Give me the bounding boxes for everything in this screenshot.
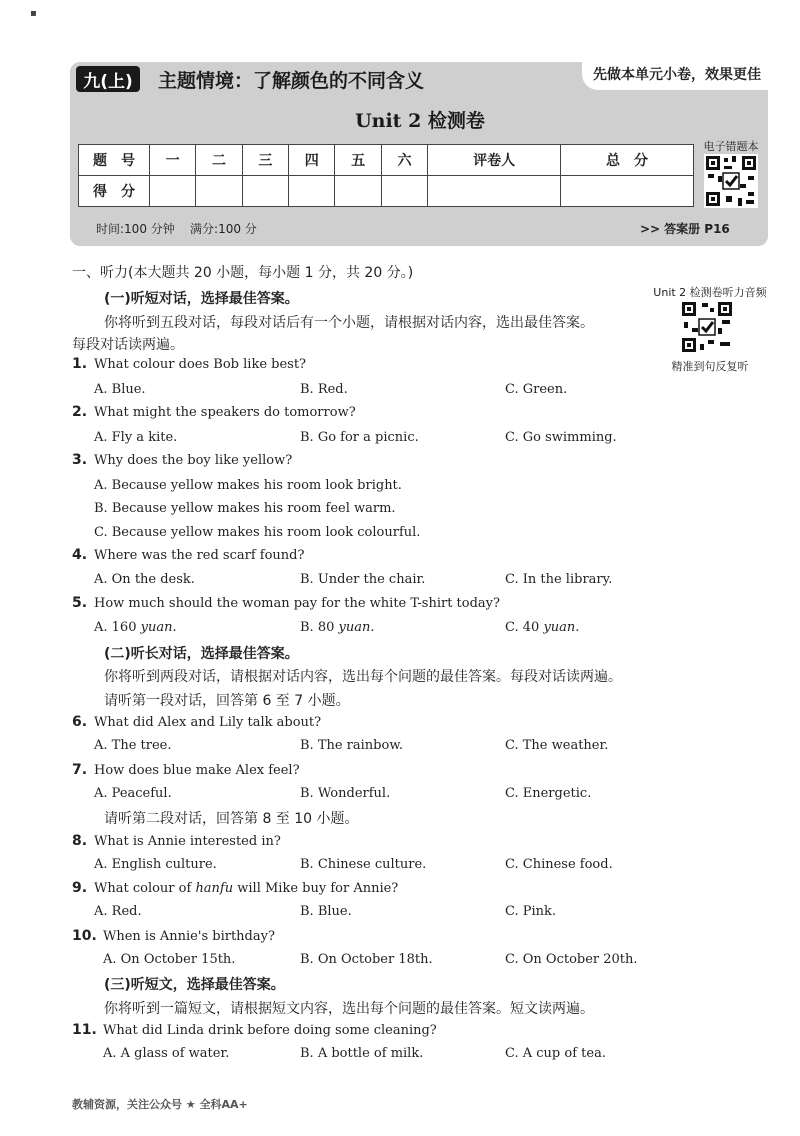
option-c[interactable]: C. Energetic. [505,786,592,801]
part2-instruction: 你将听到两段对话，请根据对话内容，选出每个问题的最佳答案。每段对话读两遍。 [104,669,622,685]
score-input-cell[interactable] [381,176,427,207]
option-c[interactable]: C. In the library. [505,572,613,587]
option-a[interactable]: A. English culture. [94,857,217,872]
option-c[interactable] [505,620,579,635]
question-number: 7. [72,762,88,778]
section-title: 一、听力(本大题共 20 小题，每小题 1 分，共 20 分。) [72,265,414,281]
score-input-cell[interactable] [150,176,196,207]
theme-title: 主题情境：了解颜色的不同含义 [158,70,425,92]
question-number: 1. [72,356,88,372]
option-c[interactable]: C. The weather. [505,738,609,753]
question-text-part: What colour of [94,881,196,896]
option-a[interactable]: A. Fly a kite. [94,430,178,445]
qr-code-icon[interactable] [704,154,758,208]
question-number: 9. [72,880,88,896]
question-text: What did Linda drink before doing some cleaning? [103,1023,437,1038]
question-text: Where was the red scarf found? [94,548,305,563]
currency-unit: yuan. [338,620,375,635]
score-cell: 评卷人 [428,145,561,176]
option-b[interactable]: B. Go for a picnic. [300,430,419,445]
question-number: 11. [72,1022,97,1038]
score-input-cell[interactable] [428,176,561,207]
question-number: 8. [72,833,88,849]
option-a[interactable]: A. On the desk. [94,572,195,587]
part3-title: (三)听短文，选择最佳答案。 [104,977,285,993]
part3-instruction: 你将听到一篇短文，请根据短文内容，选出每个问题的最佳答案。短文读两遍。 [104,1001,594,1017]
option-a[interactable]: A. Blue. [94,382,146,397]
option-a[interactable]: A. The tree. [94,738,172,753]
option-b[interactable]: B. Wonderful. [300,786,391,801]
option-c[interactable]: C. Green. [505,382,568,397]
exam-info [96,220,257,237]
answer-reference-text: 答案册 P16 [664,222,730,236]
option-c[interactable]: C. Chinese food. [505,857,613,872]
score-input-cell[interactable] [561,176,694,207]
score-table [78,144,694,207]
question-text: What might the speakers do tomorrow? [94,405,356,420]
grade-tag: 九(上) [76,66,140,92]
score-table-score-row [79,176,694,207]
question-number: 5. [72,595,88,611]
full-score: 满分:100 分 [190,222,257,236]
score-cell: 三 [242,145,288,176]
option-b[interactable]: B. Under the chair. [300,572,426,587]
option-a[interactable]: A. Red. [94,904,142,919]
score-cell: 五 [335,145,381,176]
scan-mark: ▪ [30,8,37,19]
option-b[interactable]: B. On October 18th. [300,952,433,967]
option-a[interactable]: A. Peaceful. [94,786,172,801]
score-cell: 四 [289,145,335,176]
currency-unit: yuan. [543,620,580,635]
listening-qr-code-icon[interactable] [680,300,734,354]
score-input-cell[interactable] [196,176,242,207]
part1-instruction: 你将听到五段对话，每段对话后有一个小题，请根据对话内容，选出最佳答案。 [104,315,594,331]
score-cell: 一 [150,145,196,176]
part1-instruction: 每段对话读两遍。 [72,337,184,353]
score-cell: 题 号 [79,145,150,176]
score-input-cell[interactable] [335,176,381,207]
question-text: How much should the woman pay for the white T-shirt today? [94,596,500,611]
corner-tip: 先做本单元小卷，效果更佳 [582,58,772,90]
part2-instruction: 请听第二段对话，回答第 8 至 10 小题。 [104,811,359,827]
option-c[interactable]: C. Because yellow makes his room look colourful. [94,525,421,540]
footer-note: 教辅资源，关注公众号 ★ 全科AA+ [72,1098,248,1111]
option-b-text: B. 80 [300,620,339,635]
double-chevron-icon: >> [640,222,661,236]
option-c[interactable]: C. Go swimming. [505,430,617,445]
score-input-cell[interactable] [242,176,288,207]
score-table-header-row [79,145,694,176]
part2-instruction: 请听第一段对话，回答第 6 至 7 小题。 [104,693,350,709]
score-cell: 总 分 [561,145,694,176]
score-cell: 二 [196,145,242,176]
option-c[interactable]: C. On October 20th. [505,952,638,967]
option-b[interactable]: B. The rainbow. [300,738,404,753]
answer-reference [640,220,730,237]
option-a[interactable]: A. A glass of water. [103,1046,230,1061]
question-text-part: will Mike buy for Annie? [233,881,399,896]
option-b[interactable]: B. Chinese culture. [300,857,427,872]
time-limit: 时间:100 分钟 [96,222,175,236]
option-b[interactable]: B. Red. [300,382,348,397]
option-a-text: A. 160 [94,620,141,635]
question-text: What is Annie interested in? [94,834,281,849]
question-number: 3. [72,452,88,468]
question-number: 10. [72,928,97,944]
question-number: 6. [72,714,88,730]
question-text: When is Annie's birthday? [103,929,275,944]
option-a[interactable]: A. Because yellow makes his room look bright. [94,478,402,493]
option-b[interactable]: B. Blue. [300,904,352,919]
question-text [94,881,398,896]
option-a[interactable] [94,620,177,635]
question-text: Why does the boy like yellow? [94,453,293,468]
currency-unit: yuan. [140,620,177,635]
option-b[interactable]: B. Because yellow makes his room feel warm. [94,501,396,516]
score-input-cell[interactable] [289,176,335,207]
listening-qr-title: Unit 2 检测卷听力音频 [653,286,767,299]
question-number: 2. [72,404,88,420]
option-c[interactable]: C. Pink. [505,904,557,919]
listening-qr-caption: 精准到句反复听 [671,360,749,373]
part1-title: (一)听短对话，选择最佳答案。 [104,291,299,307]
score-cell: 六 [381,145,427,176]
question-text: What colour does Bob like best? [94,357,307,372]
option-c[interactable]: C. A cup of tea. [505,1046,606,1061]
option-b[interactable]: B. A bottle of milk. [300,1046,424,1061]
score-cell: 得 分 [79,176,150,207]
part2-title: (二)听长对话，选择最佳答案。 [104,646,299,662]
question-number: 4. [72,547,88,563]
qr-label: 电子错题本 [703,140,759,153]
question-text-emphasis: hanfu [195,881,234,896]
option-b[interactable] [300,620,374,635]
page-title: Unit 2 检测卷 [355,110,485,132]
option-c-text: C. 40 [505,620,544,635]
question-text: What did Alex and Lily talk about? [94,715,322,730]
question-text: How does blue make Alex feel? [94,763,300,778]
option-a[interactable]: A. On October 15th. [103,952,236,967]
